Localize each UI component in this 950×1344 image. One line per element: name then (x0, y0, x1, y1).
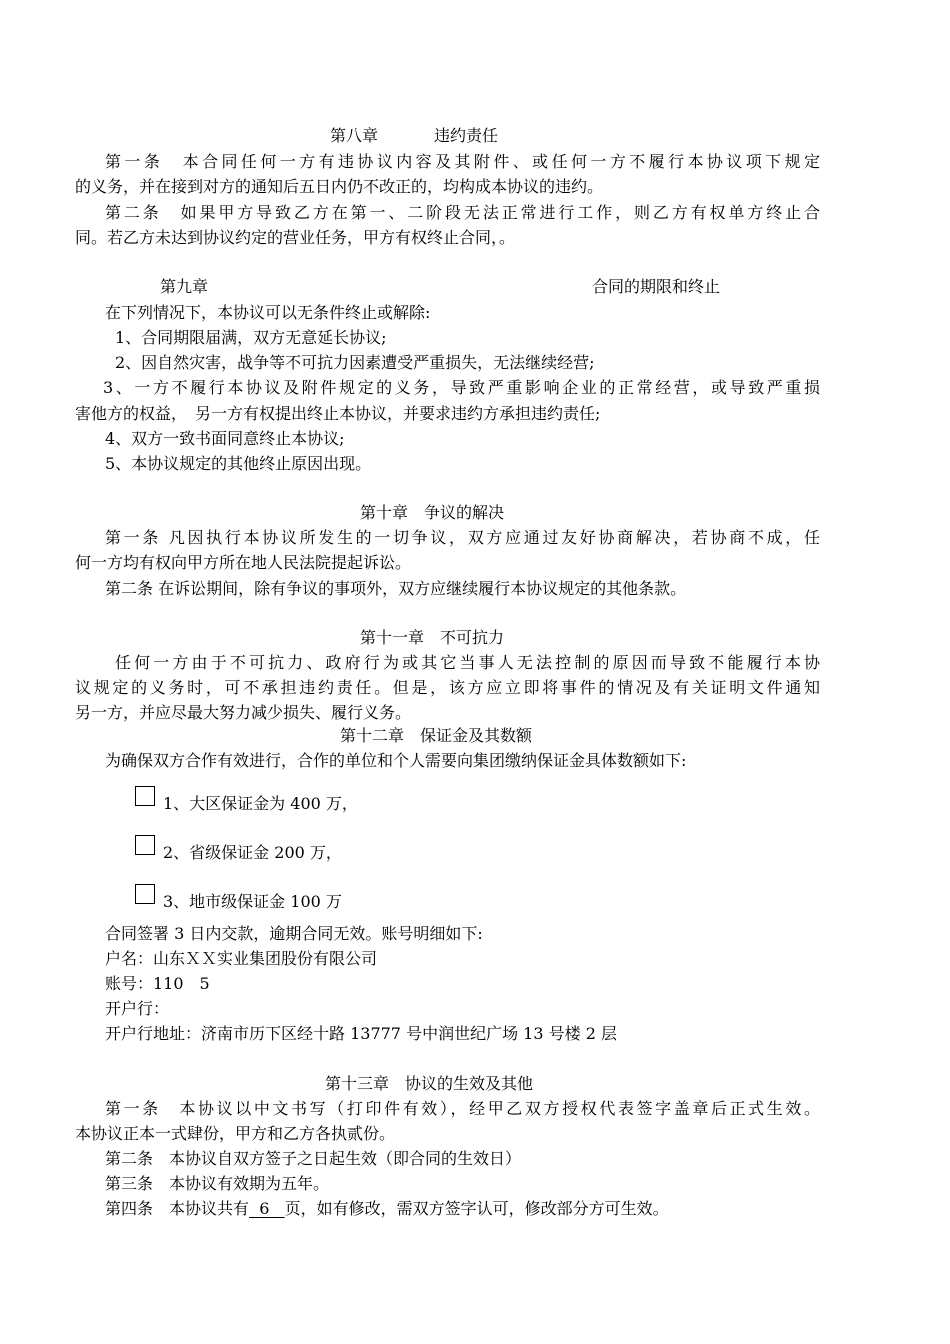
ch12-intro: 为确保双方合作有效进行，合作的单位和个人需要向集团缴纳保证金具体数额如下: (105, 751, 687, 770)
ch9-intro: 在下列情况下，本协议可以无条件终止或解除: (105, 303, 431, 322)
chapter-9-title: 合同的期限和终止 (592, 277, 721, 296)
ch9-item-1: 1、合同期限届满，双方无意延长协议; (115, 328, 387, 347)
option-3-label: 3、地市级保证金 100 万 (163, 892, 342, 911)
ch11-line1: 任何一方由于不可抗力、政府行为或其它当事人无法控制的原因而导致不能履行本协 (115, 653, 820, 672)
chapter-12-heading: 第十二章 保证金及其数额 (340, 726, 533, 745)
ch13-article1-line1: 第一条 本协议以中文书写（打印件有效），经甲乙双方授权代表签字盖章后正式生效。 (105, 1099, 820, 1118)
ch11-line3: 另一方，并应尽最大努力减少损失、履行义务。 (75, 703, 412, 722)
ch13-article2: 第二条 本协议自双方签子之日起生效（即合同的生效日） (105, 1149, 522, 1168)
page-count-value: 6 (259, 1199, 270, 1218)
chapter-9-number: 第九章 (160, 277, 209, 296)
ch9-item-4: 4、双方一致书面同意终止本协议; (105, 429, 345, 448)
chapter-13-heading: 第十三章 协议的生效及其他 (325, 1074, 534, 1093)
ch13-article1-line2: 本协议正本一式肆份，甲方和乙方各执贰份。 (75, 1124, 396, 1143)
ch8-article2-line2: 同。若乙方未达到协议约定的营业任务，甲方有权终止合同，。 (75, 228, 516, 247)
ch9-item-3-line1: 3、一方不履行本协议及附件规定的义务，导致严重影响企业的正常经营，或导致严重损 (103, 378, 820, 397)
bank-address: 开户行地址：济南市历下区经十路 13777 号中润世纪广场 13 号楼 2 层 (105, 1024, 617, 1043)
chapter-8-title: 违约责任 (434, 126, 499, 145)
ch9-item-2: 2、因自然灾害，战争等不可抗力因素遭受严重损失，无法继续经营; (115, 353, 595, 372)
ch13-article4 (105, 1197, 669, 1221)
ch11-line2: 议规定的义务时，可不承担违约责任。但是，该方应立即将事件的情况及有关证明文件通知 (75, 678, 820, 697)
ch13-article3: 第三条 本协议有效期为五年。 (105, 1174, 330, 1193)
ch10-article2: 第二条 在诉讼期间，除有争议的事项外，双方应继续履行本协议规定的其他条款。 (105, 579, 687, 598)
option-3-checkbox[interactable] (135, 884, 155, 904)
ch9-item-5: 5、本协议规定的其他终止原因出现。 (105, 454, 372, 473)
chapter-8-number: 第八章 (330, 126, 379, 145)
account-name: 户名：山东ＸＸ实业集团股份有限公司 (105, 949, 378, 968)
chapter-10-heading: 第十章 争议的解决 (360, 503, 505, 522)
ch13-article4-prefix: 第四条 本协议共有 (105, 1199, 250, 1218)
ch8-article1-line1: 第一条 本合同任何一方有违协议内容及其附件、或任何一方不履行本协议项下规定 (105, 152, 820, 171)
payment-note: 合同签署 3 日内交款，逾期合同无效。账号明细如下: (105, 924, 483, 943)
page-count-field (249, 1199, 285, 1218)
bank-name: 开户行： (105, 999, 170, 1018)
ch10-article1-line1: 第一条 凡因执行本协议所发生的一切争议，双方应通过友好协商解决，若协商不成，任 (105, 528, 820, 547)
ch13-article4-suffix: 页，如有修改，需双方签字认可，修改部分方可生效。 (284, 1199, 669, 1218)
ch9-item-3-line2: 害他方的权益， 另一方有权提出终止本协议，并要求违约方承担违约责任; (75, 404, 601, 423)
option-1-label: 1、大区保证金为 400 万， (163, 794, 358, 813)
option-2-label: 2、省级保证金 200 万， (163, 843, 342, 862)
option-1-checkbox[interactable] (135, 786, 155, 806)
chapter-11-heading: 第十一章 不可抗力 (360, 628, 505, 647)
ch10-article1-line2: 何一方均有权向甲方所在地人民法院提起诉讼。 (75, 553, 412, 572)
option-2-checkbox[interactable] (135, 835, 155, 855)
account-number: 账号：110 5 (105, 974, 210, 993)
ch8-article1-line2: 的义务，并在接到对方的通知后五日内仍不改正的，均构成本协议的违约。 (75, 177, 604, 196)
chapter-8-heading (330, 124, 498, 148)
ch8-article2-line1: 第二条 如果甲方导致乙方在第一、二阶段无法正常进行工作，则乙方有权单方终止合 (105, 203, 820, 222)
